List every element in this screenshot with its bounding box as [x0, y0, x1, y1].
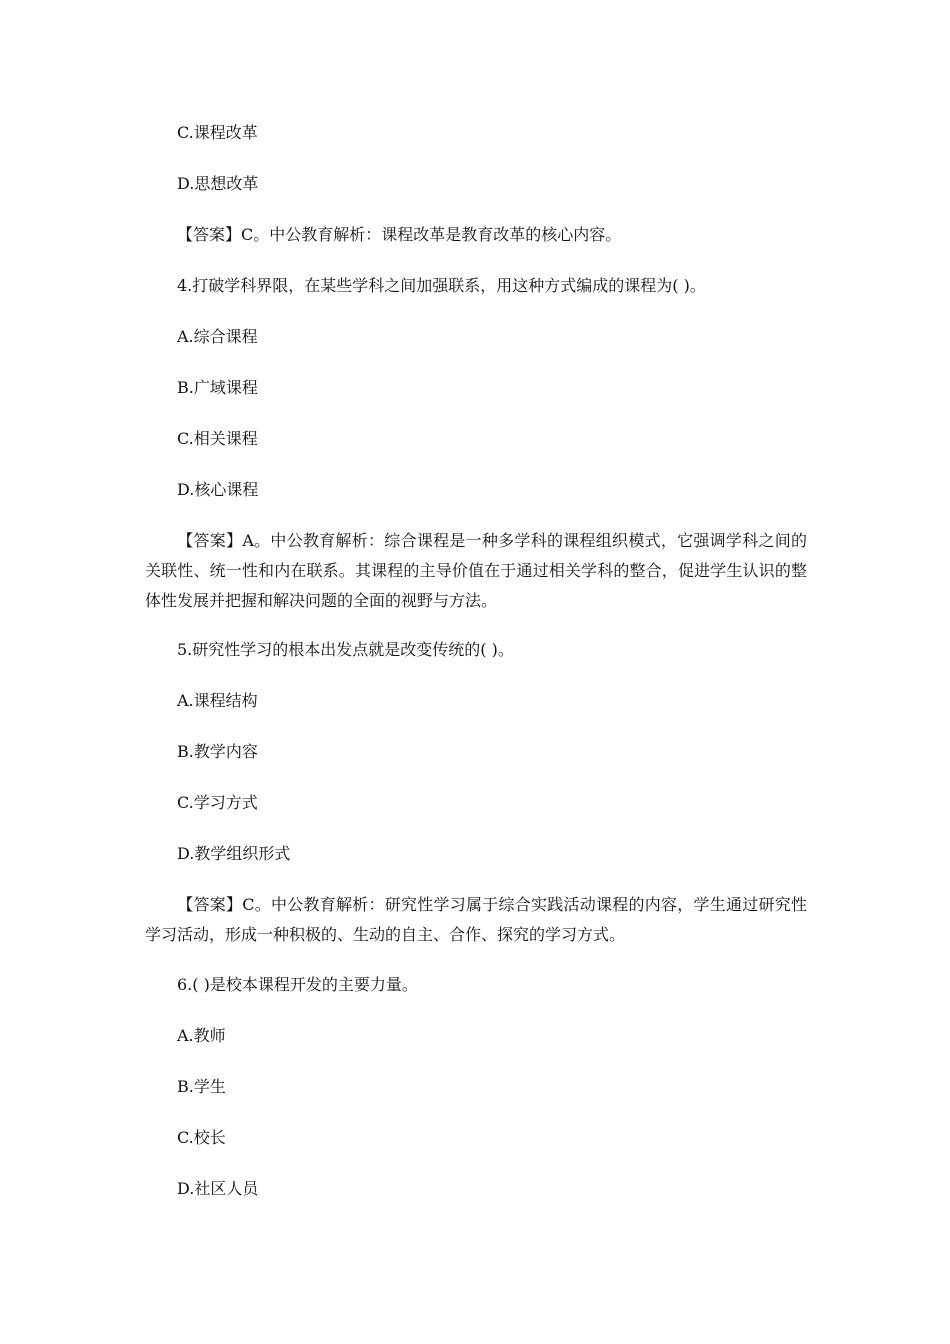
q5-option-b: B.教学内容 — [177, 742, 258, 761]
q4-option-a: A.综合课程 — [177, 327, 258, 346]
q4-option-b: B.广域课程 — [177, 378, 258, 397]
q4-option-c: C.相关课程 — [177, 429, 258, 448]
q6-option-c: C.校长 — [177, 1128, 226, 1147]
q5-stem: 5.研究性学习的根本出发点就是改变传统的( )。 — [177, 640, 514, 659]
q5-option-c: C.学习方式 — [177, 793, 258, 812]
q6-option-d: D.社区人员 — [177, 1179, 259, 1198]
q3-option-c: C.课程改革 — [177, 123, 258, 142]
q4-stem: 4.打破学科界限，在某些学科之间加强联系，用这种方式编成的课程为( )。 — [177, 276, 706, 295]
q6-option-b: B.学生 — [177, 1077, 226, 1096]
q6-stem: 6.( )是校本课程开发的主要力量。 — [177, 975, 418, 994]
q4-answer-block — [145, 526, 807, 616]
q3-answer: 【答案】C。中公教育解析：课程改革是教育改革的核心内容。 — [177, 225, 622, 244]
q4-answer: 【答案】A。中公教育解析：综合课程是一种多学科的课程组织模式，它强调学科之间的关联性、统一性和内在联系。其课程的主导价值在于通过相关学科的整合，促进学生认识的整体性发展并把握和解决问题的全面的视野与方法。 — [145, 531, 807, 610]
q5-option-a: A.课程结构 — [177, 691, 258, 710]
q4-option-d: D.核心课程 — [177, 480, 259, 499]
q5-option-d: D.教学组织形式 — [177, 844, 291, 863]
q5-answer-block — [145, 890, 807, 950]
q5-answer: 【答案】C。中公教育解析：研究性学习属于综合实践活动课程的内容，学生通过研究性学习活动，形成一种积极的、生动的自主、合作、探究的学习方式。 — [145, 895, 807, 944]
q3-option-d: D.思想改革 — [177, 174, 259, 193]
q6-option-a: A.教师 — [177, 1026, 226, 1045]
